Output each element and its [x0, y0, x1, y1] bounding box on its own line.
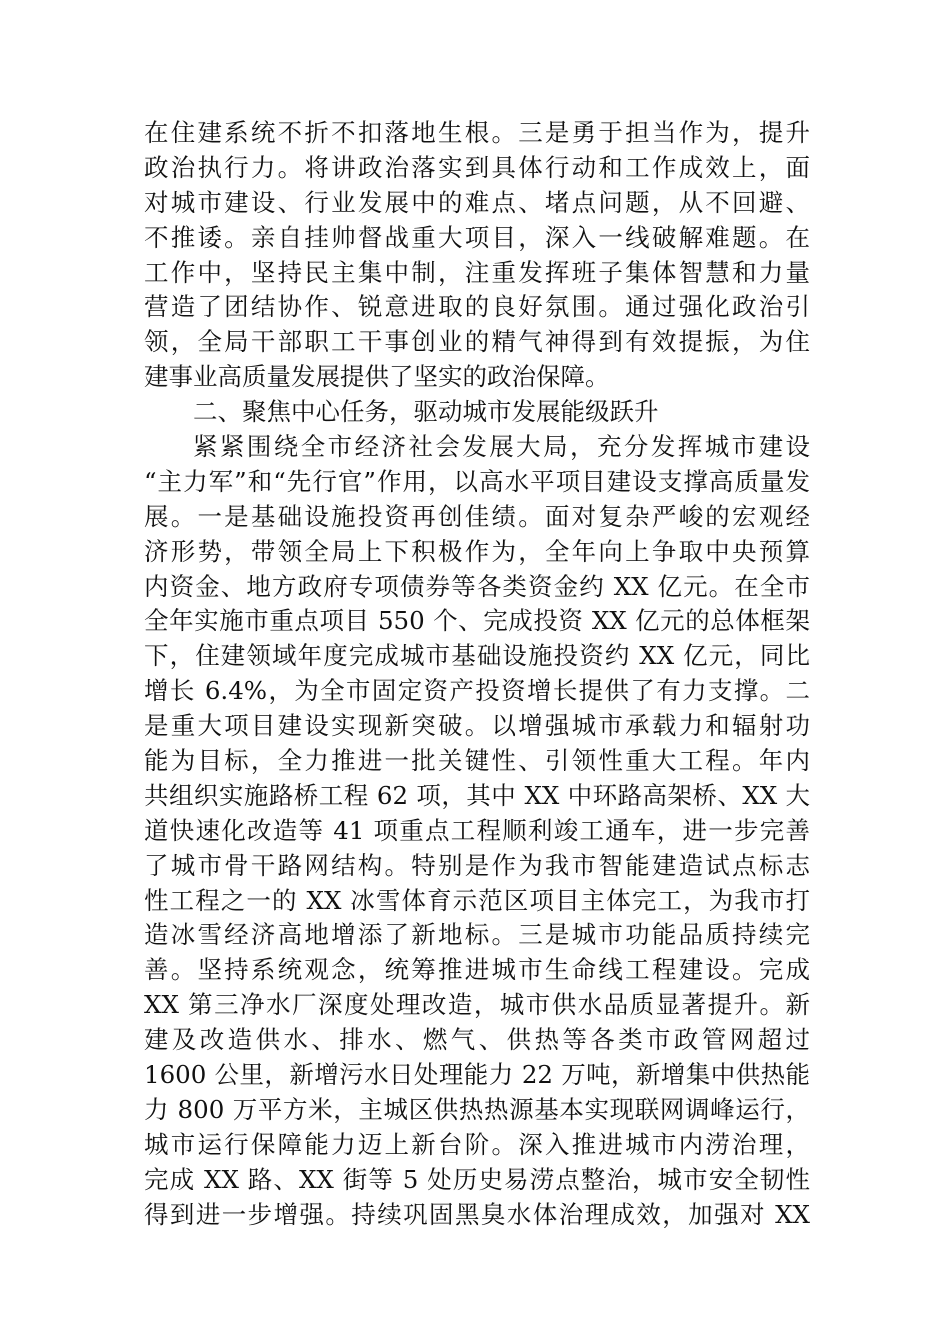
text-line: 性工程之一的 XX 冰雪体育示范区项目主体完工，为我市打: [144, 885, 810, 915]
text-line: 在住建系统不折不扣落地生根。三是勇于担当作为，提升: [144, 118, 810, 147]
text-line: 造冰雪经济高地增添了新地标。三是城市功能品质持续完: [144, 920, 810, 950]
text-line: 对城市建设、行业发展中的难点、堵点问题，从不回避、: [144, 187, 810, 217]
text-line: XX 第三净水厂深度处理改造，城市供水品质显著提升。新: [144, 990, 810, 1020]
text-line: 完成 XX 路、XX 街等 5 处历史易涝点整治，城市安全韧性: [144, 1164, 810, 1194]
text-line: 营造了团结协作、锐意进取的良好氛围。通过强化政治引: [144, 292, 810, 322]
text-line: 全年实施市重点项目 550 个、完成投资 XX 亿元的总体框架: [144, 606, 810, 636]
text-line: 增长 6.4%，为全市固定资产投资增长提供了有力支撑。二: [144, 676, 810, 706]
text-line: 得到进一步增强。持续巩固黑臭水体治理成效，加强对 XX: [144, 1199, 810, 1229]
document-body: [144, 116, 810, 1233]
text-line: 道快速化改造等 41 项重点工程顺利竣工通车，进一步完善: [144, 815, 810, 845]
text-line: 是重大项目建设实现新突破。以增强城市承载力和辐射功: [144, 711, 810, 741]
text-line: 力 800 万平方米，主城区供热热源基本实现联网调峰运行，: [144, 1094, 810, 1124]
text-line: 建及改造供水、排水、燃气、供热等各类市政管网超过: [144, 1025, 810, 1055]
text-line: 善。坚持系统观念，统筹推进城市生命线工程建设。完成: [144, 955, 810, 985]
text-line: 领，全局干部职工干事创业的精气神得到有效提振，为住: [144, 327, 810, 357]
text-line: 建事业高质量发展提供了坚实的政治保障。: [144, 362, 610, 392]
text-line: 1600 公里，新增污水日处理能力 22 万吨，新增集中供热能: [144, 1060, 810, 1090]
text-line: 展。一是基础设施投资再创佳绩。面对复杂严峻的宏观经: [144, 501, 810, 531]
text-line: 政治执行力。将讲政治落实到具体行动和工作成效上，面: [144, 152, 810, 182]
text-line: “主力军”和“先行官”作用，以高水平项目建设支撑高质量发: [144, 466, 810, 496]
text-line: 济形势，带领全局上下积极作为，全年向上争取中央预算: [144, 536, 810, 566]
text-line: 共组织实施路桥工程 62 项，其中 XX 中环路高架桥、XX 大: [144, 780, 810, 810]
paragraph-1: [144, 116, 810, 395]
text-line: 工作中，坚持民主集中制，注重发挥班子集体智慧和力量: [144, 257, 810, 287]
text-line: 了城市骨干路网结构。特别是作为我市智能建造试点标志: [144, 850, 810, 880]
text-line: 紧紧围绕全市经济社会发展大局，充分发挥城市建设: [193, 432, 810, 462]
text-line: 能为目标，全力推进一批关键性、引领性重大工程。年内: [144, 746, 810, 776]
paragraph-2: [144, 430, 810, 1232]
text-line: 下，住建领域年度完成城市基础设施投资约 XX 亿元，同比: [144, 641, 810, 671]
text-line: 城市运行保障能力迈上新台阶。深入推进城市内涝治理，: [144, 1129, 810, 1159]
text-line: 内资金、地方政府专项债券等各类资金约 XX 亿元。在全市: [144, 571, 810, 601]
section-heading: 二、聚焦中心任务，驱动城市发展能级跃升: [193, 397, 659, 427]
text-line: 不推诿。亲自挂帅督战重大项目，深入一线破解难题。在: [144, 222, 810, 252]
